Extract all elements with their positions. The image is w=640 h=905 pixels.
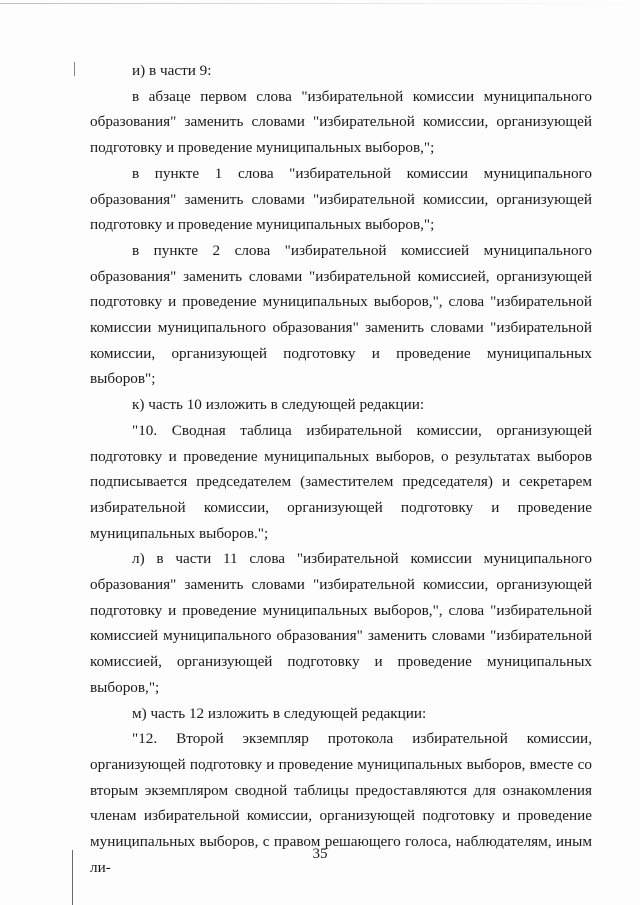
- paragraph-point-2: в пункте 2 слова "избирательной комиссией муниципального образования" заменить словами "избирательной комиссией, организующей подготовку и проведение муниципальных выборов,", слова "избирательной комиссии муниципального образования" заменить словами "избирательной комиссии, организующей подготовку и проведение муниципальных выборов";: [90, 241, 592, 388]
- paragraph-item-l: л) в части 11 слова "избирательной комиссии муниципального образования" заменить словами "избирательной комиссии, организующей подготовку и проведение муниципальных выборов,", слова "избирательной комиссией муниципального образования" заменить словами "избирательной комиссией, организующей подготовку и проведение муниципальных выборов,";: [90, 550, 592, 696]
- paragraph-part-10: "10. Сводная таблица избирательной комиссии, организующей подготовку и проведение муниципальных выборов, о результатах выборов подписывается председателем (заместителем председателя) и секретарем избирательной комиссии, организующей подготовку и проведение муниципальных выборов.";: [90, 421, 592, 542]
- paragraph-item-i: и) в части 9:: [132, 62, 212, 79]
- page-number: 35: [312, 846, 328, 862]
- paragraph-item-k: к) часть 10 изложить в следующей редакции:: [132, 396, 425, 414]
- paragraph-first-abzac: в абзаце первом слова "избирательной комиссии муниципального образования" заменить словами "избирательной комиссии, организующей подготовку и проведение муниципальных выборов,";: [90, 87, 592, 157]
- document-body: [90, 58, 592, 881]
- paragraph-part-12: "12. Второй экземпляр протокола избирательной комиссии, организующей подготовку и проведение муниципальных выборов, вместе со вторым экземпляром сводной таблицы предоставляются для ознакомления членам избирательной комиссии, организующей подготовку и проведение муниципальных выборов, с правом решающего голоса, наблюдателям, иным ли-: [90, 730, 592, 876]
- scan-edge-top: [0, 3, 640, 4]
- scan-mark-left: [74, 62, 75, 76]
- paragraph-item-m: м) часть 12 изложить в следующей редакции:: [132, 704, 427, 722]
- paragraph-point-1: в пункте 1 слова "избирательной комиссии муниципального образования" заменить словами "избирательной комиссии, организующей подготовку и проведение муниципальных выборов,";: [90, 164, 592, 234]
